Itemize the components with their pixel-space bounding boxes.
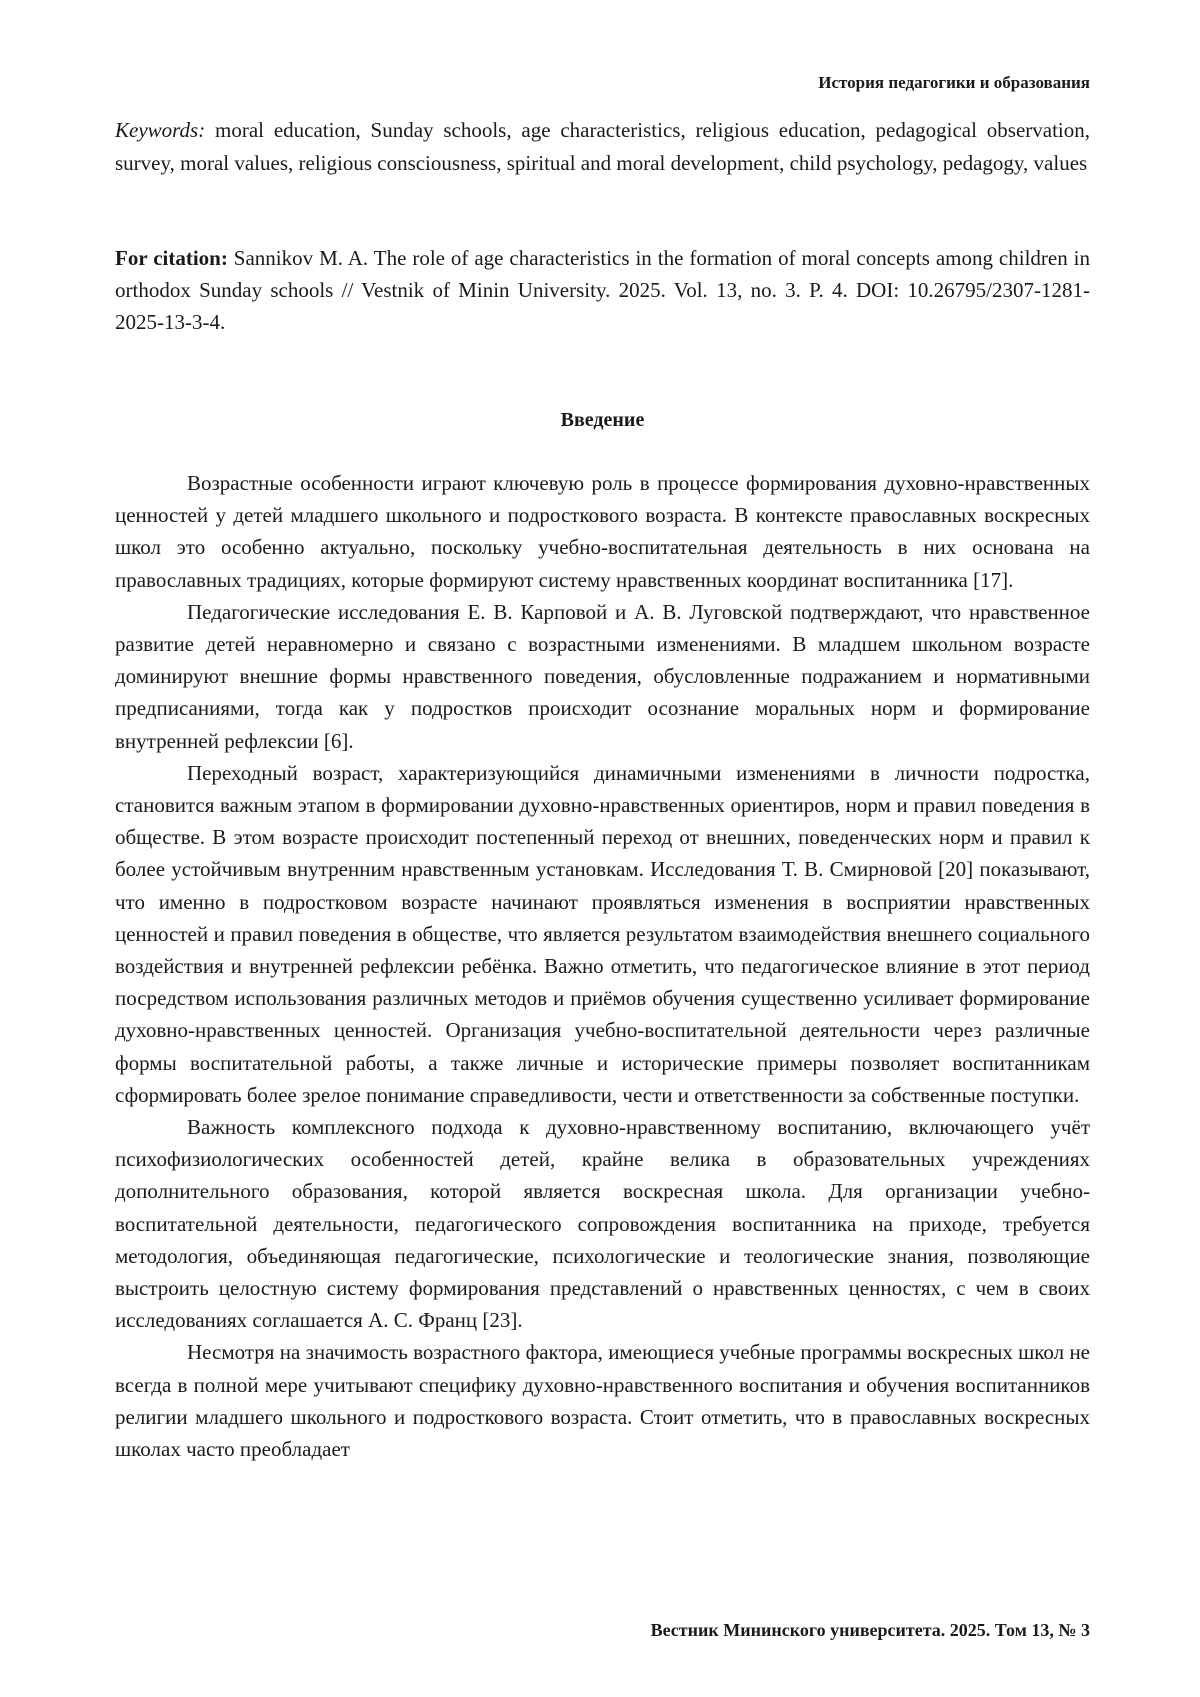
paragraph: Переходный возраст, характеризующийся динамичными изменениями в личности подростка, становится важным этапом в формировании духовно-нравственных ориентиров, норм и правил поведения в обществе. В этом возрасте происходит постепенный переход от внешних, поведенческих норм и правил к более устойчивым внутренним нравственным установкам. Исследования Т. В. Смирновой [20] показывают, что именно в подростковом возрасте начинают проявляться изменения в восприятии нравственных ценностей и правил поведения в обществе, что является результатом взаимодействия внешнего социального воздействия и внутренней рефлексии ребёнка. Важно отметить, что педагогическое влияние в этот период посредством использования различных методов и приёмов обучения существенно усиливает формирование духовно-нравственных ценностей. Организация учебно-воспитательной деятельности через различные формы воспитательной работы, а также личные и исторические примеры позволяет воспитанникам сформировать более зрелое понимание справедливости, чести и ответственности за собственные поступки. (115, 757, 1090, 1111)
citation-label: For citation: (115, 246, 228, 270)
citation-block (115, 242, 1090, 338)
paragraph: Несмотря на значимость возрастного фактора, имеющиеся учебные программы воскресных школ не всегда в полной мере учитывают специфику духовно-нравственного воспитания и обучения воспитанников религии младшего школьного и подросткового возраста. Стоит отметить, что в православных воскресных школах часто преобладает (115, 1336, 1090, 1465)
section-heading-introduction: Введение (115, 407, 1090, 433)
page (115, 0, 1090, 1697)
running-header: История педагогики и образования (818, 72, 1090, 94)
introduction-body (115, 467, 1090, 1465)
running-footer: Вестник Мининского университета. 2025. Том 13, № 3 (651, 1618, 1090, 1642)
paragraph: Педагогические исследования Е. В. Карповой и А. В. Луговской подтверждают, что нравственное развитие детей неравномерно и связано с возрастными изменениями. В младшем школьном возрасте доминируют внешние формы нравственного поведения, обусловленные подражанием и нормативными предписаниями, тогда как у подростков происходит осознание моральных норм и формирование внутренней рефлексии [6]. (115, 596, 1090, 757)
paragraph: Возрастные особенности играют ключевую роль в процессе формирования духовно-нравственных ценностей у детей младшего школьного и подросткового возраста. В контексте православных воскресных школ это особенно актуально, поскольку учебно-воспитательная деятельность в них основана на православных традициях, которые формируют систему нравственных координат воспитанника [17]. (115, 467, 1090, 596)
keywords-block (115, 114, 1090, 180)
keywords-text: moral education, Sunday schools, age characteristics, religious education, pedagogical observation, survey, moral values, religious consciousness, spiritual and moral development, child psychology, pedagogy, values (115, 118, 1090, 175)
citation-text: Sannikov M. A. The role of age characteristics in the formation of moral concepts among children in orthodox Sunday schools // Vestnik of Minin University. 2025. Vol. 13, no. 3. P. 4. DOI: 10.26795/2307-1281-2025-13-3-4. (115, 246, 1090, 334)
keywords-label: Keywords: (115, 118, 205, 142)
paragraph: Важность комплексного подхода к духовно-нравственному воспитанию, включающего учёт психофизиологических особенностей детей, крайне велика в образовательных учреждениях дополнительного образования, которой является воскресная школа. Для организации учебно-воспитательной деятельности, педагогического сопровождения воспитанника на приходе, требуется методология, объединяющая педагогические, психологические и теологические знания, позволяющие выстроить целостную систему формирования представлений о нравственных ценностях, с чем в своих исследованиях соглашается А. С. Франц [23]. (115, 1111, 1090, 1336)
